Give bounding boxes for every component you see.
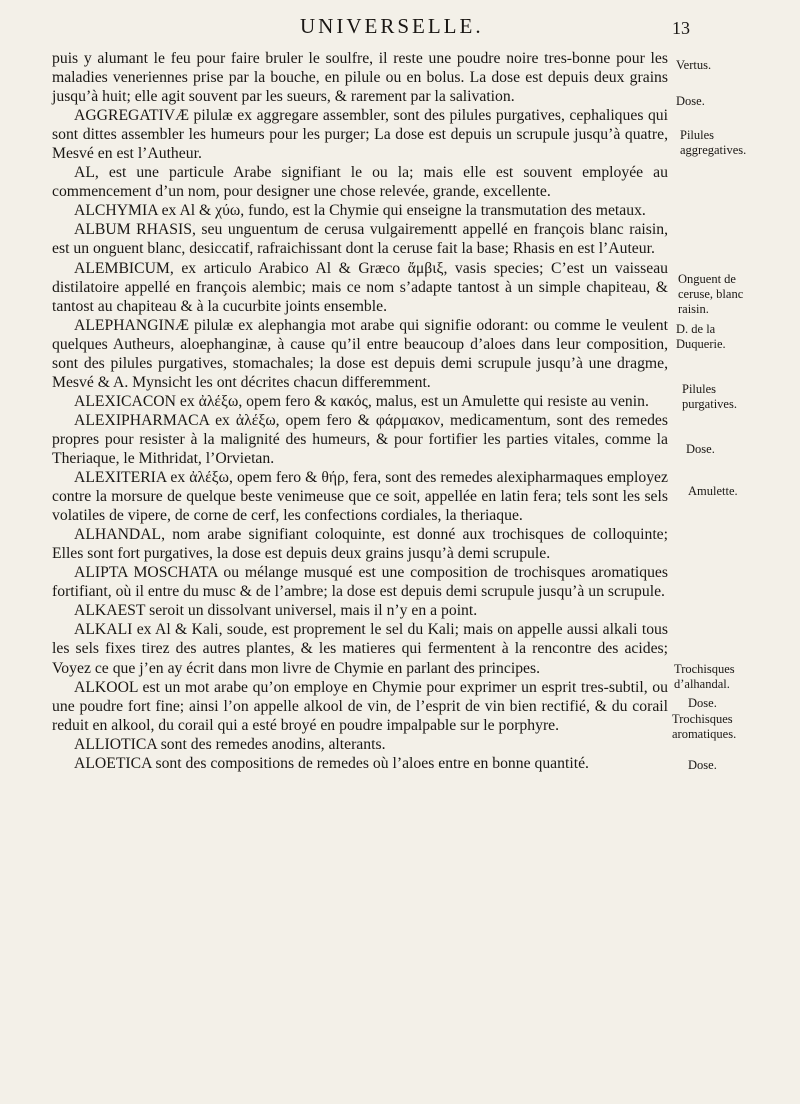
margin-note: Amulette.	[688, 484, 738, 498]
page-number: 13	[672, 18, 690, 38]
margin-note: Pilules aggregatives.	[680, 128, 747, 157]
paragraph: ALEXITERIA ex ἀλέξω, opem fero & θήρ, fera, sont des remedes alexipharmaques employez contre la morsure de quelque beste venimeuse que ce soit, appellée en latin fera; tels sont les sels volatiles de vipere, de corne de cerf, les confections cordiales, la theriaque.	[52, 469, 668, 525]
margin-note: Dose.	[688, 758, 717, 772]
margin-note: Vertus.	[676, 58, 712, 72]
margin-note: Trochisques d’alhandal.	[674, 662, 735, 691]
margin-note: Onguent de ceruse, blanc raisin.	[678, 272, 744, 316]
paragraph: AGGREGATIVÆ pilulæ ex aggregare assembler, sont des pilules purgatives, cephaliques qui sont dittes assembler les humeurs pour les purger; La dose est depuis un scrupule jusqu’à quatre, Mesvé en est l’Autheur.	[52, 107, 668, 163]
margin-note: Dose.	[676, 94, 705, 108]
margin-note: Dose.	[686, 442, 715, 456]
paragraph: ALCHYMIA ex Al & χύω, fundo, est la Chymie qui enseigne la transmutation des metaux.	[74, 202, 646, 220]
paragraph: AL, est une particule Arabe signifiant le ou la; mais elle est souvent employée au commencement d’un nom, pour designer une chose relevée, grande, excellente.	[52, 164, 668, 201]
margin-note: Dose.	[688, 696, 717, 710]
paragraph: puis y alumant le feu pour faire bruler le soulfre, il reste une poudre noire tres-bonne pour les maladies veneriennes prise par la bouche, en pilule ou en bolus. La dose est depuis deux grains jusqu’à huit; elle agit souvent par les sueurs, & rarement par la salivation.	[52, 50, 668, 106]
margin-note: Pilules purgatives.	[682, 382, 737, 411]
paragraph: ALEXIPHARMACA ex ἀλέξω, opem fero & φάρμακον, medicamentum, sont des remedes propres pour resister à la malignité des humeurs, & pour fortifier les parties vitales, comme la Theriaque, le Mithridat, l’Orvietan.	[52, 411, 668, 467]
paragraph: ALIPTA MOSCHATA ou mélange musqué est une composition de trochisques aromatiques fortifiant, où il entre du musc & de l’ambre; la dose est depuis demi scrupule jusqu’à un scrupule.	[52, 564, 668, 601]
paragraph: ALLIOTICA sont des remedes anodins, alterants.	[74, 735, 386, 753]
paragraph: ALKALI ex Al & Kali, soude, est proprement le sel du Kali; mais on appelle aussi alkali tous les sels fixes tirez des autres plantes, & les matieres qui fermentent à la rencontre des acides; Voyez ce que j’en ay écrit dans mon livre de Chymie en parlant des principes.	[52, 621, 668, 677]
margin-notes	[672, 0, 772, 1104]
paragraph: ALBUM RHASIS, seu unguentum de cerusa vulgairementt appellé en françois blanc raisin, est un onguent blanc, desiccatif, rafraichissant dont la ceruse fait la base; Rhasis en est l’Auteur.	[52, 221, 668, 258]
paragraph: ALEPHANGINÆ pilulæ ex alephangia mot arabe qui signifie odorant: ou comme le veulent quelques Autheurs, aloephanginæ, à cause qu’il entre beaucoup d’aloes dans leur composition, sont des pilules purgatives, stomachales; la dose est depuis demi scrupule jusqu’à une dragme, Mesvé & A. Mynsicht les ont décrites chacun differemment.	[52, 316, 668, 391]
paragraph: ALHANDAL, nom arabe signifiant coloquinte, est donné aux trochisques de colloquinte; Elles sont fort purgatives, la dose est depuis deux grains jusqu’à demi scrupule.	[52, 526, 668, 563]
paragraph: ALOETICA sont des compositions de remedes où l’aloes entre en bonne quantité.	[74, 754, 589, 772]
paragraph: ALEMBICUM, ex articulo Arabico Al & Græco ἄμβιξ, vasis species; C’est un vaisseau distilatoire appellé en françois alembic; mais ce nom s’adapte tantost à un simple chapiteau, & tantost au chapiteau & à la cucurbite joints ensemble.	[52, 259, 668, 315]
paragraph: ALEXICACON ex ἀλέξω, opem fero & κακός, malus, est un Amulette qui resiste au venin.	[74, 392, 649, 410]
body-text	[52, 49, 668, 773]
margin-note: D. de la Duquerie.	[676, 322, 726, 351]
margin-note: Trochisques aromatiques.	[672, 712, 737, 741]
paragraph: ALKAEST seroit un dissolvant universel, mais il n’y en a point.	[74, 602, 478, 620]
paragraph: ALKOOL est un mot arabe qu’on employe en Chymie pour exprimer un esprit tres-subtil, ou une poudre fort fine; ainsi l’on appelle alkool de vin, de l’esprit de vin bien rectifié, & du corail reduit en alkool, du corail qui a esté broyé en poudre impalpable sur le porphyre.	[52, 678, 668, 734]
running-head: UNIVERSELLE.	[300, 14, 484, 38]
page-header	[50, 14, 690, 42]
